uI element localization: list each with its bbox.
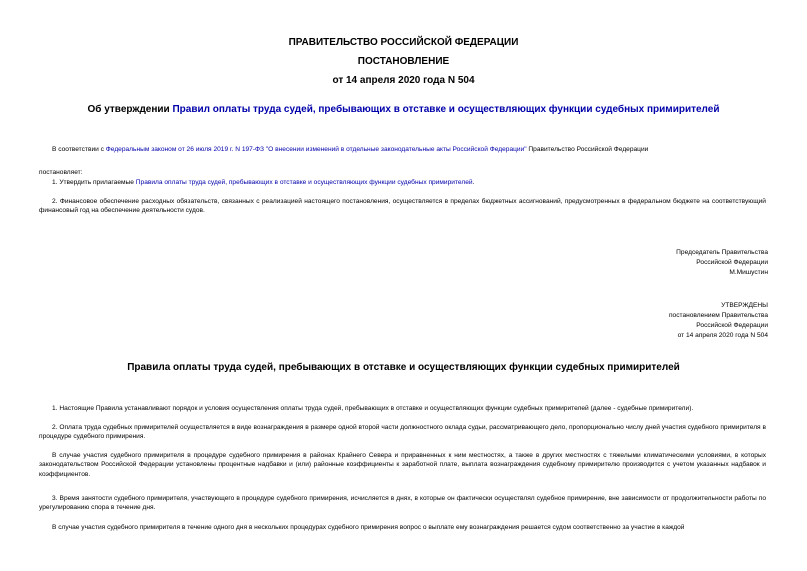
rules-paragraph-1: 1. Настоящие Правила устанавливают порядок и условия осуществления оплаты труда судей, пребывающих в отставке и осуществляющих функции судебных примирителей (далее - судебные примирители).: [52, 405, 694, 412]
preamble-line: [52, 145, 648, 154]
signature-name: М.Мишустин: [729, 269, 768, 276]
document-title-link[interactable]: Правил оплаты труда судей, пребывающих в отставке и осуществляющих функции судебных примирителей: [172, 104, 720, 115]
government-heading: ПРАВИТЕЛЬСТВО РОССИЙСКОЙ ФЕДЕРАЦИИ: [288, 37, 519, 48]
approved-country: Российской Федерации: [696, 322, 768, 329]
approved-by: постановлением Правительства: [668, 312, 768, 319]
approval-block: [669, 301, 768, 341]
document-title-prefix: Об утверждении: [87, 104, 173, 115]
approved-label: УТВЕРЖДЕНЫ: [721, 302, 768, 309]
preamble-text-before: В соответствии с: [52, 146, 106, 153]
federal-law-link[interactable]: Федеральным законом от 26 июля 2019 г. N 197-ФЗ "О внесении изменений в отдельные законодательные акты Российской Федерации": [105, 146, 527, 153]
signature-block: [676, 248, 768, 278]
approved-date: от 14 апреля 2020 года N 504: [677, 332, 768, 339]
item-1-text: 1. Утвердить прилагаемые: [52, 179, 136, 186]
document-title: [0, 104, 807, 115]
rules-paragraph-4: 3. Время занятости судебного примирителя, участвующего в процедуре судебного примирения, исчисляется в днях, в которые он фактически осуществлял судебное примирение, вне зависимости от продолжительности работы по урегулированию спора в течение дня.: [39, 495, 766, 512]
document-type-heading: ПОСТАНОВЛЕНИЕ: [357, 56, 450, 67]
document-date-number: от 14 апреля 2020 года N 504: [332, 75, 475, 86]
rules-link[interactable]: Правила оплаты труда судей, пребывающих в отставке и осуществляющих функции судебных примирителей: [135, 179, 473, 186]
rules-title: Правила оплаты труда судей, пребывающих в отставке и осуществляющих функции судебных примирителей: [127, 362, 680, 373]
signature-country: Российской Федерации: [696, 259, 768, 266]
item-1-end: .: [472, 179, 475, 186]
item-1: [52, 178, 474, 187]
rules-paragraph-3: В случае участия судебного примирителя в процедуре судебного примирения в районах Крайнего Севера и приравненных к ним местностях, а также в других местностях с тяжелыми климатическими условиями, в которых законодательством Российской Федерации установлены процентные надбавки и (или) районные коэффициенты к заработной плате, выплата вознаграждения судебному примирителю производится с учетом указанных надбавок и коэффициентов.: [39, 452, 766, 478]
signature-position: Председатель Правительства: [676, 249, 768, 256]
item-2: 2. Финансовое обеспечение расходных обязательств, связанных с реализацией настоящего постановления, осуществляется в пределах бюджетных ассигнований, предусмотренных в федеральном бюджете на соответствующий финансовый год на обеспечение деятельности судов.: [39, 198, 766, 215]
decides-text: постановляет:: [39, 169, 83, 176]
preamble-text-after: Правительство Российской Федерации: [526, 146, 649, 153]
rules-paragraph-2: 2. Оплата труда судебных примирителей осуществляется в виде вознаграждения в размере одной второй части должностного оклада судьи, рассматривающего дело, пропорционально числу дней участия судебного примирителя в процедуре судебного примирения.: [39, 424, 766, 441]
rules-paragraph-5: В случае участия судебного примирителя в течение одного дня в нескольких процедурах судебного примирения вопрос о выплате ему вознаграждения решается судом соответственно за участие в каждой: [52, 524, 685, 531]
